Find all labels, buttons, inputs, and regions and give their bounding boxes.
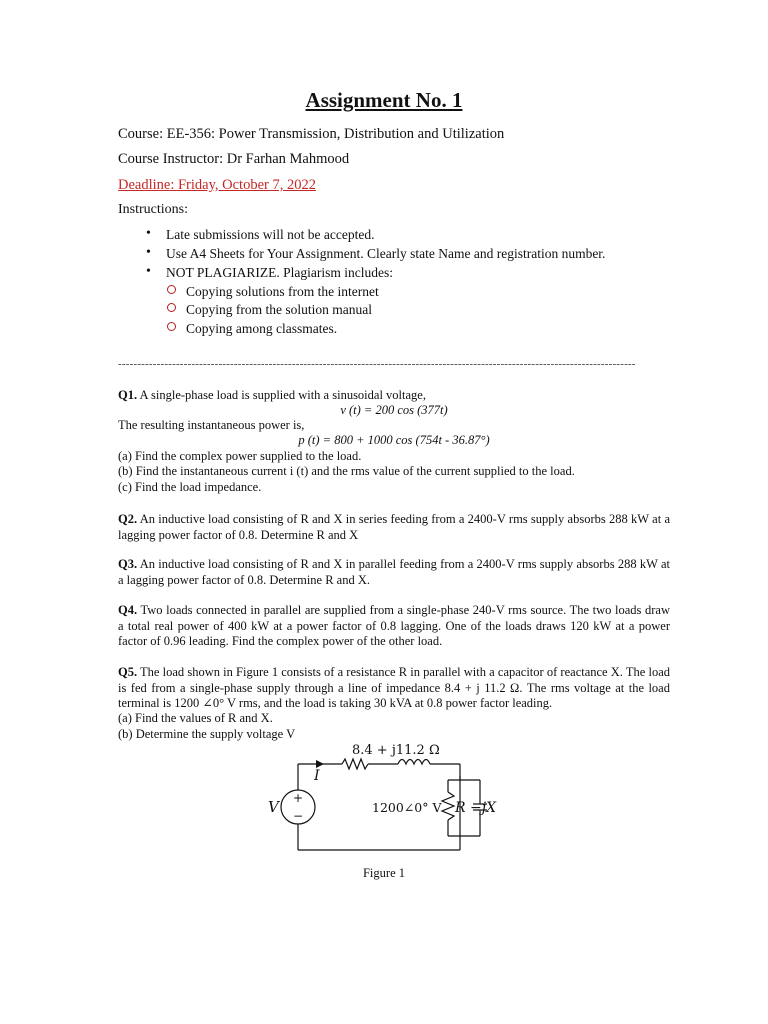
sub-bullet-text: Copying solutions from the internet: [186, 284, 379, 299]
current-arrow-icon: [316, 760, 324, 768]
q2-label: Q2.: [118, 512, 138, 526]
capacitor-label: −jX: [470, 800, 497, 816]
current-label: I: [314, 768, 320, 784]
sub-bullet-text: Copying among classmates.: [186, 321, 338, 336]
section-divider: --------------------------------------------------------------------------------------------------------------------------------------: [118, 358, 636, 370]
circle-bullet-icon: [167, 285, 176, 294]
q3-paragraph: [118, 557, 670, 588]
instructions-label: Instructions:: [118, 202, 188, 217]
q5-paragraph: [118, 665, 670, 712]
line-resistor-symbol: [342, 759, 368, 769]
q1-part-b: (b) Find the instantaneous current i (t) and the rms value of the current supplied to the load.: [118, 464, 575, 478]
line-impedance-label: 8.4 + j11.2 Ω: [352, 743, 440, 758]
q1-voltage-equation: v (t) = 200 cos (377t): [340, 403, 448, 417]
circle-bullet-icon: [167, 303, 176, 312]
q1-power-equation: p (t) = 800 + 1000 cos (754t - 36.87°): [298, 433, 490, 447]
course-line: Course: EE-356: Power Transmission, Distribution and Utilization: [118, 126, 505, 142]
q5-label: Q5.: [118, 665, 138, 679]
deadline-line: Deadline: Friday, October 7, 2022: [118, 177, 316, 193]
source-plus-sign: +: [293, 791, 304, 805]
circuit-diagram: [262, 740, 502, 858]
q1-text: A single-phase load is supplied with a sinusoidal voltage,: [137, 388, 426, 402]
circle-bullet-icon: [167, 322, 176, 331]
q1-part-a: (a) Find the complex power supplied to the load.: [118, 449, 362, 463]
q1-intro: [118, 388, 426, 403]
q1-label: Q1.: [118, 388, 138, 402]
sub-bullet-text: Copying from the solution manual: [186, 302, 372, 317]
q4-paragraph: [118, 603, 670, 650]
instruction-bullet: • Use A4 Sheets for Your Assignment. Clearly state Name and registration number.: [166, 246, 605, 262]
page-title: Assignment No. 1: [305, 88, 463, 112]
plagiarism-sub-bullet: [186, 321, 337, 337]
instruction-bullet: • NOT PLAGIARIZE. Plagiarism includes:: [166, 265, 393, 281]
q4-label: Q4.: [118, 603, 138, 617]
q3-text: An inductive load consisting of R and X in parallel feeding from a 2400-V rms supply absorbs 288 kW at a lagging power factor of 0.8. Determine R and X.: [118, 557, 670, 587]
q4-text: Two loads connected in parallel are supplied from a single-phase 240-V rms source. The two loads draw a total real power of 400 kW at a power factor of 0.8 lagging. One of the loads draws 120 kW at a power factor of 0.96 leading. Find the complex power of the other load.: [118, 603, 670, 648]
source-minus-sign: −: [293, 809, 304, 823]
instructor-line: Course Instructor: Dr Farhan Mahmood: [118, 151, 350, 167]
q1-between-text: The resulting instantaneous power is,: [118, 418, 305, 432]
q2-text: An inductive load consisting of R and X in series feeding from a 2400-V rms supply absorbs 288 kW at a lagging power factor of 0.8. Determine R and X: [118, 512, 670, 542]
plagiarism-sub-bullet: [186, 302, 372, 318]
instruction-bullet: • Late submissions will not be accepted.: [166, 227, 374, 243]
figure-caption: Figure 1: [362, 866, 405, 880]
load-voltage-label: 1200∠0° V: [372, 800, 442, 815]
plagiarism-sub-bullet: [186, 284, 379, 300]
q5-part-b: (b) Determine the supply voltage V: [118, 727, 296, 741]
q2-paragraph: [118, 512, 670, 543]
q5-text: The load shown in Figure 1 consists of a resistance R in parallel with a capacitor of reactance X. The load is fed from a single-phase supply through a line of impedance 8.4 + j 11.2 Ω. The rms voltage at the load terminal is 1200 ∠0° V rms, and the load is taking 30 kVA at 0.8 power factor leading.: [118, 665, 670, 710]
q1-part-c: (c) Find the load impedance.: [118, 480, 262, 494]
q5-part-a: (a) Find the values of R and X.: [118, 711, 273, 725]
source-label: V: [268, 798, 279, 816]
line-inductor-symbol: [398, 760, 430, 765]
resistor-label: R: [455, 800, 466, 816]
q3-label: Q3.: [118, 557, 138, 571]
load-resistor-symbol: [442, 792, 454, 820]
